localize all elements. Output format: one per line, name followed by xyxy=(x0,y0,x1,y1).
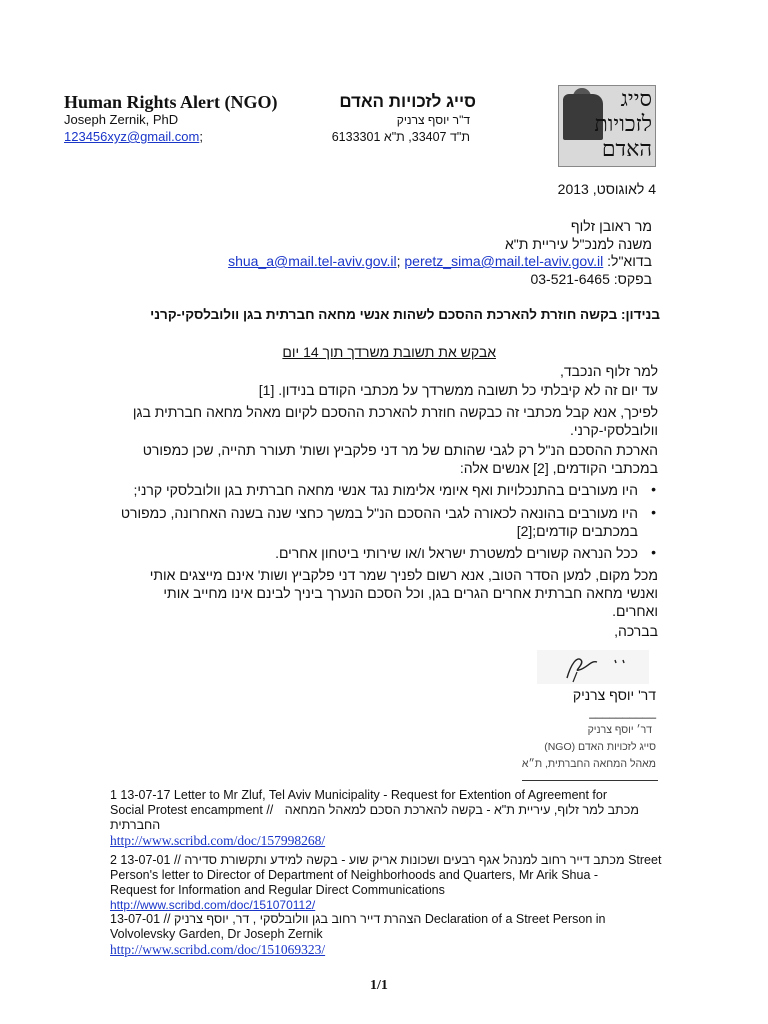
recipient-email-link-1[interactable]: shua_a@mail.tel-aviv.gov.il xyxy=(228,253,397,269)
footnote-3-line-1 xyxy=(110,911,658,927)
bullet-1-line-1: היו מעורבים בהתנכלויות ואף איומי אלימות נגד אנשי מחאה חברתית בגן וולובלסקי קרני; xyxy=(133,482,638,498)
footnote-3-link[interactable]: http://www.scribd.com/doc/151069323/ xyxy=(110,942,326,957)
paragraph-4-line-1: מכל מקום, למען הסדר הטוב, אנא רשום לפניך שמר דני פלקביץ ושות' אינם מייצגים אותי xyxy=(149,567,658,583)
paragraph-4-line-2: ואנשי מחאה חברתית אחרים הגרים בגן, וכל הסכם הנערך ביניך לבינם אינו מחייב אותי xyxy=(163,585,658,601)
response-request-line: אבקש את תשובת משרדך תוך 14 יום xyxy=(282,344,496,360)
email-label: בדוא"ל: xyxy=(607,253,652,269)
letter-subject: בנידון: בקשה חוזרת להארכת ההסכם לשהות אנשי מחאה חברתית בגן וולובלסקי-קרני xyxy=(150,307,660,322)
footnote-3-line-2: Volvolevsky Garden, Dr Joseph Zernik xyxy=(110,927,323,941)
footnote-1-hebrew-part: מכתב למר זלוף, עיריית ת"א - בקשה להארכת הסכם למאהל המחאה xyxy=(284,803,639,817)
author-name-english: Joseph Zernik, PhD xyxy=(64,112,179,127)
paragraph-1: עד יום זה לא קיבלתי כל תשובה ממשרדך על מכתבי הקודם בנידון. [1] xyxy=(258,382,658,398)
footnote-1-line-2 xyxy=(110,802,658,818)
footnote-1-english-part: Social Protest encampment // xyxy=(110,803,274,817)
recipient-email-row xyxy=(188,252,652,270)
footnote-3-hebrew-part: הצהרת דייר רחוב בגן וולובלסקי , דר, יוסף צרניק // xyxy=(163,912,422,926)
recipient-email-link-2[interactable]: peretz_sima@mail.tel-aviv.gov.il xyxy=(404,253,604,269)
paragraph-3-line-2: במכתבי הקודמים, [2] אנשים אלה: xyxy=(459,460,658,476)
bullet-marker: • xyxy=(651,544,656,560)
footnote-2-line-3: Request for Information and Regular Direct Communications xyxy=(110,883,445,897)
bullet-marker: • xyxy=(651,481,656,497)
org-name-hebrew: סייג לזכויות האדם xyxy=(339,92,476,111)
footnote-3-number: 13-07-01 xyxy=(110,912,161,926)
paragraph-2-line-1: לפיכך, אנא קבל מכתבי זה כבקשה חוזרת להארכת ההסכם לקיום מאהל מחאה חברתית בגן xyxy=(132,404,658,420)
footnote-separator xyxy=(522,780,658,781)
footnote-2-hebrew-part: מכתב דייר רחוב למנהל אגף רבעים ושכונות אריק שוע - בקשה למידע ותקשורת סדירה // xyxy=(173,853,625,867)
bullet-item-3 xyxy=(100,544,656,562)
signature-line: __________ xyxy=(589,705,656,719)
logo-line-2: לזכויות xyxy=(594,112,652,137)
footnote-2-number: 2 13-07-01 xyxy=(110,853,171,867)
recipient-title: משנה למנכ"ל עיריית ת"א xyxy=(505,236,652,252)
signature-name: דר' יוסף צרניק xyxy=(572,687,656,703)
org-name-english: Human Rights Alert (NGO) xyxy=(64,92,278,112)
author-email-link[interactable]: 123456xyz@gmail.com xyxy=(64,129,200,144)
bullet-3-line-1: ככל הנראה קשורים למשטרת ישראל ו/או שירותי ביטחון אחרים. xyxy=(275,545,638,561)
greeting: למר זלוף הנכבד, xyxy=(559,363,658,379)
logo-line-3: האדם xyxy=(601,137,652,162)
email-separator: ; xyxy=(396,253,401,269)
page-number: 1/1 xyxy=(370,978,388,993)
author-name-hebrew: ד"ר יוסף צרניק xyxy=(396,113,470,127)
signature-small-address: מאהל המחאה החברתית, ת״א xyxy=(521,758,656,770)
bullet-item-2 xyxy=(100,504,656,540)
footnote-1-line-3: החברתית xyxy=(110,818,161,832)
author-email-row xyxy=(64,128,203,146)
paragraph-4-line-3: ואחרים. xyxy=(612,603,658,619)
organization-logo xyxy=(558,85,656,167)
letter-date: 4 לאוגוסט, 2013 xyxy=(557,181,656,197)
footnote-2-link[interactable]: http://www.scribd.com/doc/151070112/ xyxy=(110,898,316,912)
footnote-1-line-1: 1 13-07-17 Letter to Mr Zluf, Tel Aviv Municipality - Request for Extention of Agreement for xyxy=(110,788,608,802)
footnote-2-line-1 xyxy=(110,852,662,868)
paragraph-2-line-2: וולובלסקי-קרני. xyxy=(569,422,658,438)
bullet-2-line-2: במכתבים קודמים;[2] xyxy=(516,523,638,539)
author-address-hebrew: ת"ד 33407, ת"א 6133301 xyxy=(331,130,470,144)
footnote-2-english-part: Street xyxy=(628,853,662,867)
bullet-marker: • xyxy=(651,504,656,520)
signature-small-name: דר׳ יוסף צרניק xyxy=(587,724,652,736)
closing: בברכה, xyxy=(614,623,658,639)
handwritten-signature xyxy=(537,650,649,684)
bullet-2-line-1: היו מעורבים בהונאה לכאורה לגבי ההסכם הנ"ל במשך כחצי שנה בשנה האחרונה, כמפורט xyxy=(120,505,638,521)
logo-line-1: סייג xyxy=(620,87,652,112)
footnote-2-line-2: Person's letter to Director of Department of Neighborhoods and Quarters, Mr Arik Shua - xyxy=(110,868,599,882)
paragraph-3-line-1: הארכת ההסכם הנ"ל רק לגבי שהותם של מר דני פלקביץ ושות' תעורר תהייה, שכן כמפורט xyxy=(142,442,658,458)
recipient-name: מר ראובן זלוף xyxy=(570,218,652,234)
signature-small-org: סייג לזכויות האדם (NGO) xyxy=(544,741,656,753)
recipient-fax: בפקס: 03-521-6465 xyxy=(530,271,652,287)
footnote-1-link[interactable]: http://www.scribd.com/doc/157998268/ xyxy=(110,833,326,848)
author-email-suffix: ; xyxy=(199,129,203,144)
bullet-item-1 xyxy=(100,481,656,499)
footnote-3-english-part: Declaration of a Street Person in xyxy=(424,912,606,926)
